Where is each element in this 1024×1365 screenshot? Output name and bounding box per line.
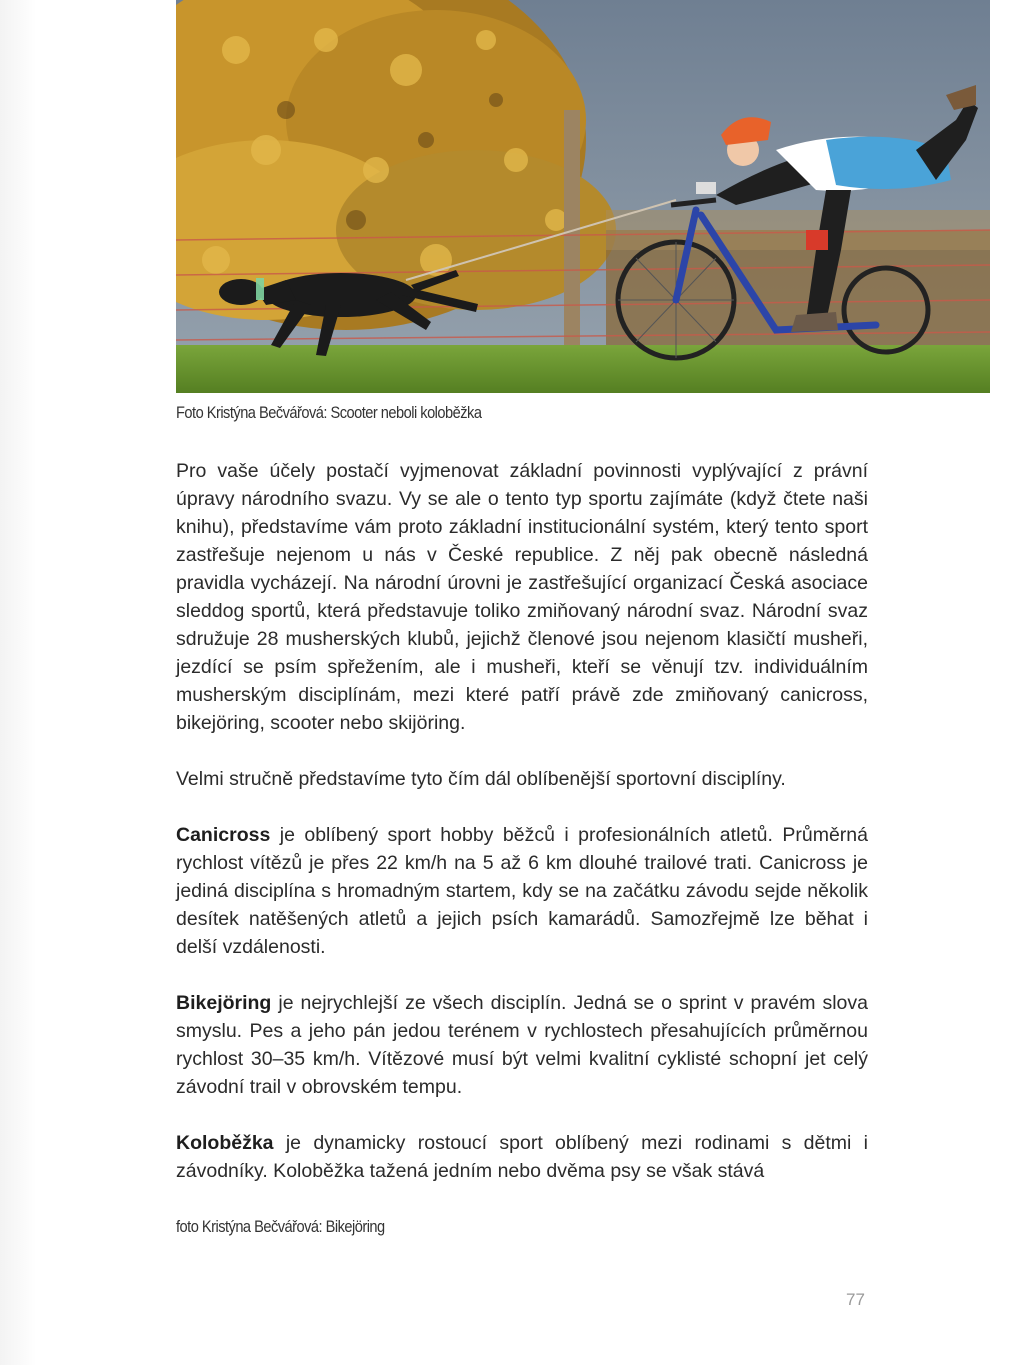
paragraph-text: je dynamicky rostoucí sport oblíbený mezi rodinami s dětmi i závodníky. Koloběžka tažená jedním nebo dvěma psy se však stává bbox=[176, 1132, 868, 1182]
paragraph-text: Velmi stručně představíme tyto čím dál oblíbenější sportovní disciplíny. bbox=[176, 768, 786, 790]
term-kolobezka: Koloběžka bbox=[176, 1132, 274, 1154]
scooter-photo bbox=[176, 0, 990, 393]
paragraph-kolobezka bbox=[176, 1129, 868, 1185]
paragraph-text: je oblíbený sport hobby běžců i profesionálních atletů. Průměrná rychlost vítězů je přes 22 km/h na 5 až 6 km dlouhé trailové trati. Canicross je jediná disciplína s hromadným startem, kdy se na začátku závodu sejde několik desítek natěšených atletů a jejich psích kamarádů. Samozřejmě lze běhat i delší vzdálenosti. bbox=[176, 824, 868, 958]
photo-caption-bikejoring: foto Kristýna Bečvářová: Bikejöring bbox=[176, 1217, 385, 1236]
page-edge-shadow bbox=[0, 0, 36, 1365]
paragraph-text: je nejrychlejší ze všech disciplín. Jedná se o sprint v pravém slova smyslu. Pes a jeho pán jedou terénem v rychlostech přesahujících průměrnou rychlost 30–35 km/h. Vítězové musí být velmi kvalitní cyklisté schopní jet celý závodní trail v obrovském tempu. bbox=[176, 992, 868, 1098]
term-bikejoring: Bikejöring bbox=[176, 992, 272, 1014]
photo-caption: Foto Kristýna Bečvářová: Scooter neboli koloběžka bbox=[176, 403, 482, 422]
page-number: 77 bbox=[846, 1290, 865, 1309]
article-body bbox=[176, 457, 868, 1185]
paragraph-overview bbox=[176, 765, 868, 793]
paragraph-canicross bbox=[176, 821, 868, 961]
paragraph-intro bbox=[176, 457, 868, 737]
term-canicross: Canicross bbox=[176, 824, 271, 846]
paragraph-text: Pro vaše účely postačí vyjmenovat základní povinnosti vyplývající z právní úpravy národního svazu. Vy se ale o tento typ sportu zajímáte (když čtete naši knihu), představíme vám proto základní institucionální systém, který tento sport zastřešuje nejenom u nás v České republice. Z něj pak obecně následná pravidla vycházejí. Na národní úrovni je zastřešující organizací Česká asociace sleddog sportů, která představuje toliko zmiňovaný národní svaz. Národní svaz sdružuje 28 musherských klubů, jejichž členové jsou nejenom klasičtí musheři, jezdící se psím spřežením, ale i musheři, kteří se věnují tzv. individuálním musherským disciplínám, mezi které patří právě zde zmiňovaný canicross, bikejöring, scooter nebo skijöring. bbox=[176, 460, 868, 734]
paragraph-bikejoring bbox=[176, 989, 868, 1101]
